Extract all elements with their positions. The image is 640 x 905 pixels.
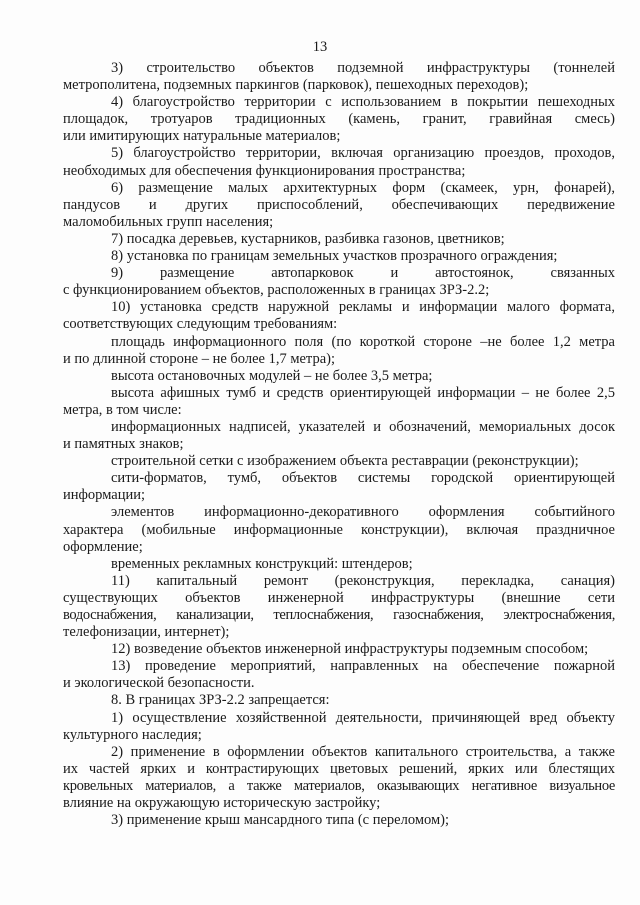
text-line: высота афишных тумб и средств ориентирующей информации – не более 2,5	[111, 384, 615, 401]
text-line: телефонизации, интернет);	[63, 624, 230, 641]
text-line: метрополитена, подземных паркингов (парковок), пешеходных переходов);	[63, 77, 529, 94]
text-line: культурного наследия;	[63, 726, 202, 743]
text-line: информации;	[63, 487, 146, 504]
text-line: 4) благоустройство территории с использованием в покрытии пешеходных	[111, 94, 615, 111]
text-line: метра, в том числе:	[63, 401, 182, 418]
text-line: площадь информационного поля (по короткой стороне –не более 1,2 метра	[111, 333, 615, 350]
text-line: пандусов и других приспособлений, обеспечивающих передвижение	[63, 196, 615, 213]
text-line: элементов информационно-декоративного оформления событийного	[111, 504, 615, 521]
text-line: необходимых для обеспечения функционирования пространства;	[63, 162, 466, 179]
text-line: или имитирующих натуральные материалов;	[63, 128, 341, 145]
text-line: и экологической безопасности.	[63, 675, 255, 692]
text-line: существующих объектов инженерной инфраструктуры (внешние сети	[63, 589, 615, 606]
text-line: их частей ярких и контрастирующих цветовых решений, ярких или блестящих	[63, 760, 615, 777]
text-line: влияние на окружающую историческую застройку;	[63, 795, 381, 812]
text-line: площадок, тротуаров традиционных (камень, гранит, гравийная смесь)	[63, 111, 615, 128]
text-line: характера (мобильные информационные конструкции), включая праздничное	[63, 521, 615, 538]
text-line: 2) применение в оформлении объектов капитального строительства, а также	[111, 743, 615, 760]
text-line: сити-форматов, тумб, объектов системы городской ориентирующей	[111, 470, 615, 487]
text-line: соответствующих следующим требованиям:	[63, 316, 338, 333]
text-line: 11) капитальный ремонт (реконструкция, перекладка, санация)	[111, 572, 615, 589]
text-line: с функционированием объектов, расположенных в границах ЗРЗ-2.2;	[63, 282, 490, 299]
page-number: 13	[312, 39, 328, 55]
text-line: 3) применение крыш мансардного типа (с переломом);	[111, 812, 449, 829]
text-line: 5) благоустройство территории, включая организацию проездов, проходов,	[111, 145, 615, 162]
text-line: 12) возведение объектов инженерной инфраструктуры подземным способом;	[111, 641, 589, 658]
text-line: водоснабжения, канализации, теплоснабжения, газоснабжения, электроснабжения,	[63, 607, 615, 623]
text-line: оформление;	[63, 538, 143, 555]
text-line: маломобильных групп населения;	[63, 213, 274, 230]
text-line: 1) осуществление хозяйственной деятельности, причиняющей вред объекту	[111, 709, 615, 726]
text-line: 8. В границах ЗРЗ-2.2 запрещается:	[111, 692, 330, 709]
text-line: и по длинной стороне – не более 1,7 метра);	[63, 350, 335, 367]
text-line: 10) установка средств наружной рекламы и информации малого формата,	[111, 299, 615, 316]
text-line: 8) установка по границам земельных участков прозрачного ограждения;	[111, 248, 558, 265]
text-line: строительной сетки с изображением объекта реставрации (реконструкции);	[111, 453, 579, 470]
text-line: временных рекламных конструкций: штендеров;	[111, 555, 413, 572]
text-line: 9) размещение автопарковок и автостоянок, связанных	[111, 265, 615, 282]
text-line: кровельных материалов, а также материалов, оказывающих негативное визуальное	[63, 777, 615, 794]
text-line: 3) строительство объектов подземной инфраструктуры (тоннелей	[111, 60, 615, 76]
text-line: 13) проведение мероприятий, направленных на обеспечение пожарной	[111, 658, 615, 675]
text-line: высота остановочных модулей – не более 3,5 метра;	[111, 367, 433, 384]
text-line: и памятных знаков;	[63, 436, 184, 453]
text-line: 6) размещение малых архитектурных форм (скамеек, урн, фонарей),	[111, 179, 615, 196]
document-body	[63, 60, 615, 829]
text-line: информационных надписей, указателей и обозначений, мемориальных досок	[111, 418, 615, 435]
text-line: 7) посадка деревьев, кустарников, разбивка газонов, цветников;	[111, 230, 505, 247]
